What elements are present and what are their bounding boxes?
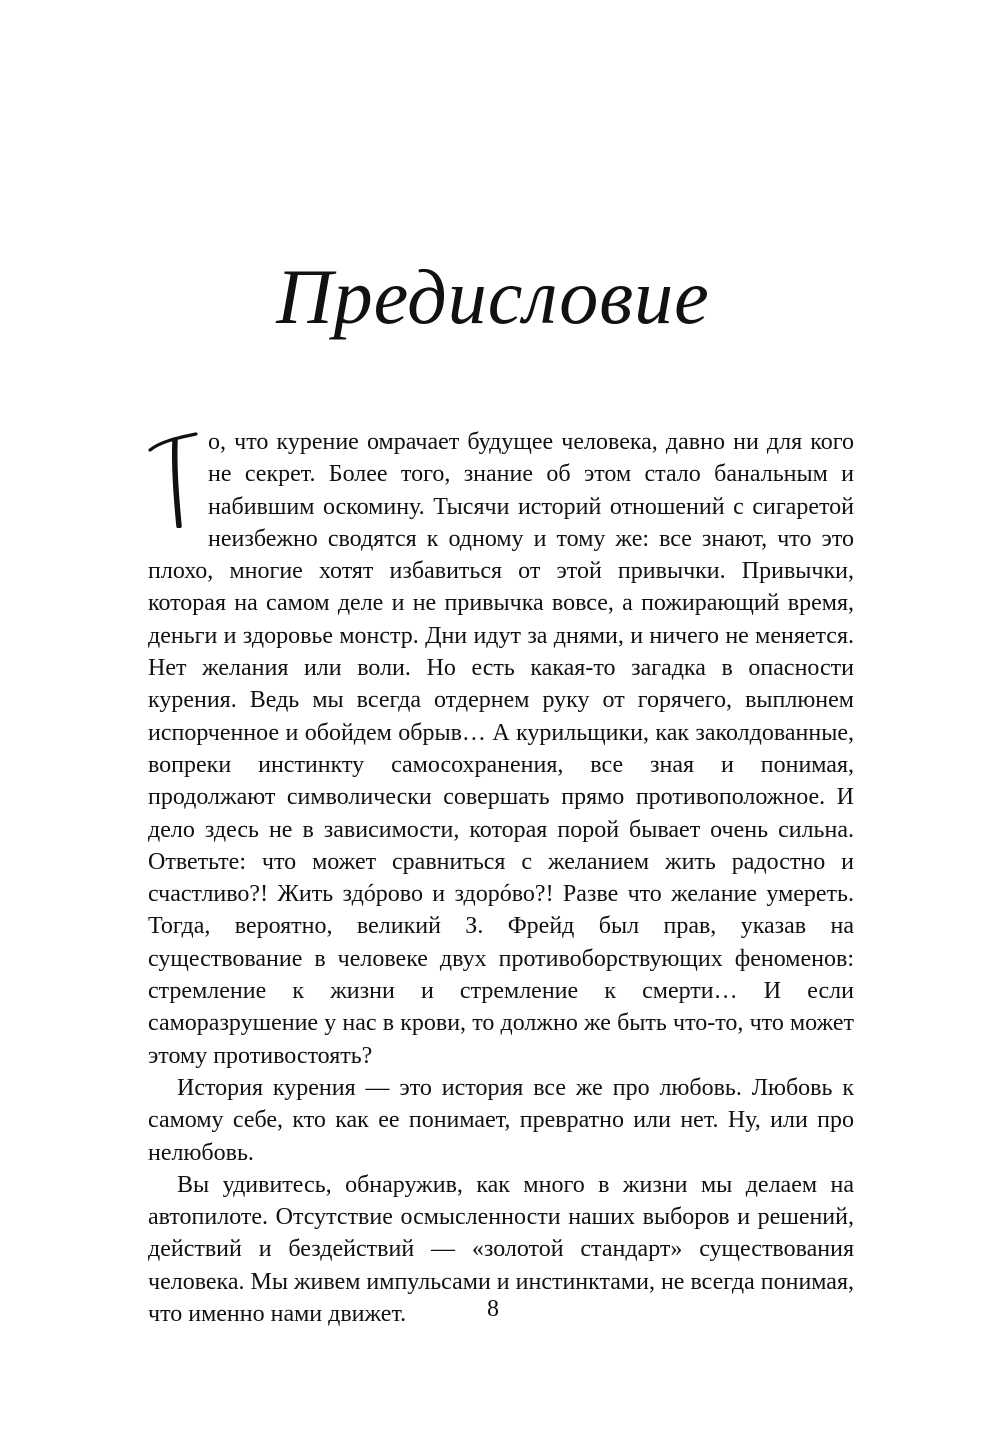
paragraph-1 <box>148 426 854 1072</box>
page-number: 8 <box>487 1296 499 1322</box>
chapter-title: Предисловие <box>276 253 710 340</box>
body-text <box>148 426 854 1330</box>
paragraph-3: Вы удивитесь, обнаружив, как много в жизни мы делаем на автопилоте. Отсутствие осмысленности наших выборов и решений, действий и бездействий — «золотой стандарт» существования человека. Мы живем импульсами и инстинктами, не всегда понимая, что именно нами движет. <box>148 1171 854 1328</box>
paragraph-1-text: о, что курение омрачает будущее человека, давно ни для кого не секрет. Более того, знание об этом стало банальным и набившим оскомину. Тысячи историй отношений с сигаретой неизбежно сводятся к одному и тому же: все знают, что это плохо, многие хотят избавиться от этой привычки. Привычки, которая на самом деле и не привычка вовсе, а пожирающий время, деньги и здоровье монстр. Дни идут за днями, и ничего не меняется. Нет желания или воли. Но есть какая-то загадка в опасности курения. Ведь мы всегда отдернем руку от горячего, выплюнем испорченное и обойдем обрыв… А курильщики, как заколдованные, вопреки инстинкту самосохранения, все зная и понимая, продолжают символически совершать прямо противоположное. И дело здесь не в зависимости, которая порой бывает очень сильна. Ответьте: что может сравниться с желанием жить радостно и счастливо?! Жить здóрово и здорóво?! Разве что желание умереть. Тогда, вероятно, великий З. Фрейд был прав, указав на существование в человеке двух противоборствующих феноменов: стремление к жизни и стремление к смерти… И если саморазрушение у нас в крови, то должно же быть что-то, что может этому противостоять? <box>148 429 854 1069</box>
paragraph-2: История курения — это история все же про любовь. Любовь к самому себе, кто как ее понимает, превратно или нет. Ну, или про нелюбовь. <box>148 1074 854 1166</box>
dropcap-t <box>148 432 198 528</box>
